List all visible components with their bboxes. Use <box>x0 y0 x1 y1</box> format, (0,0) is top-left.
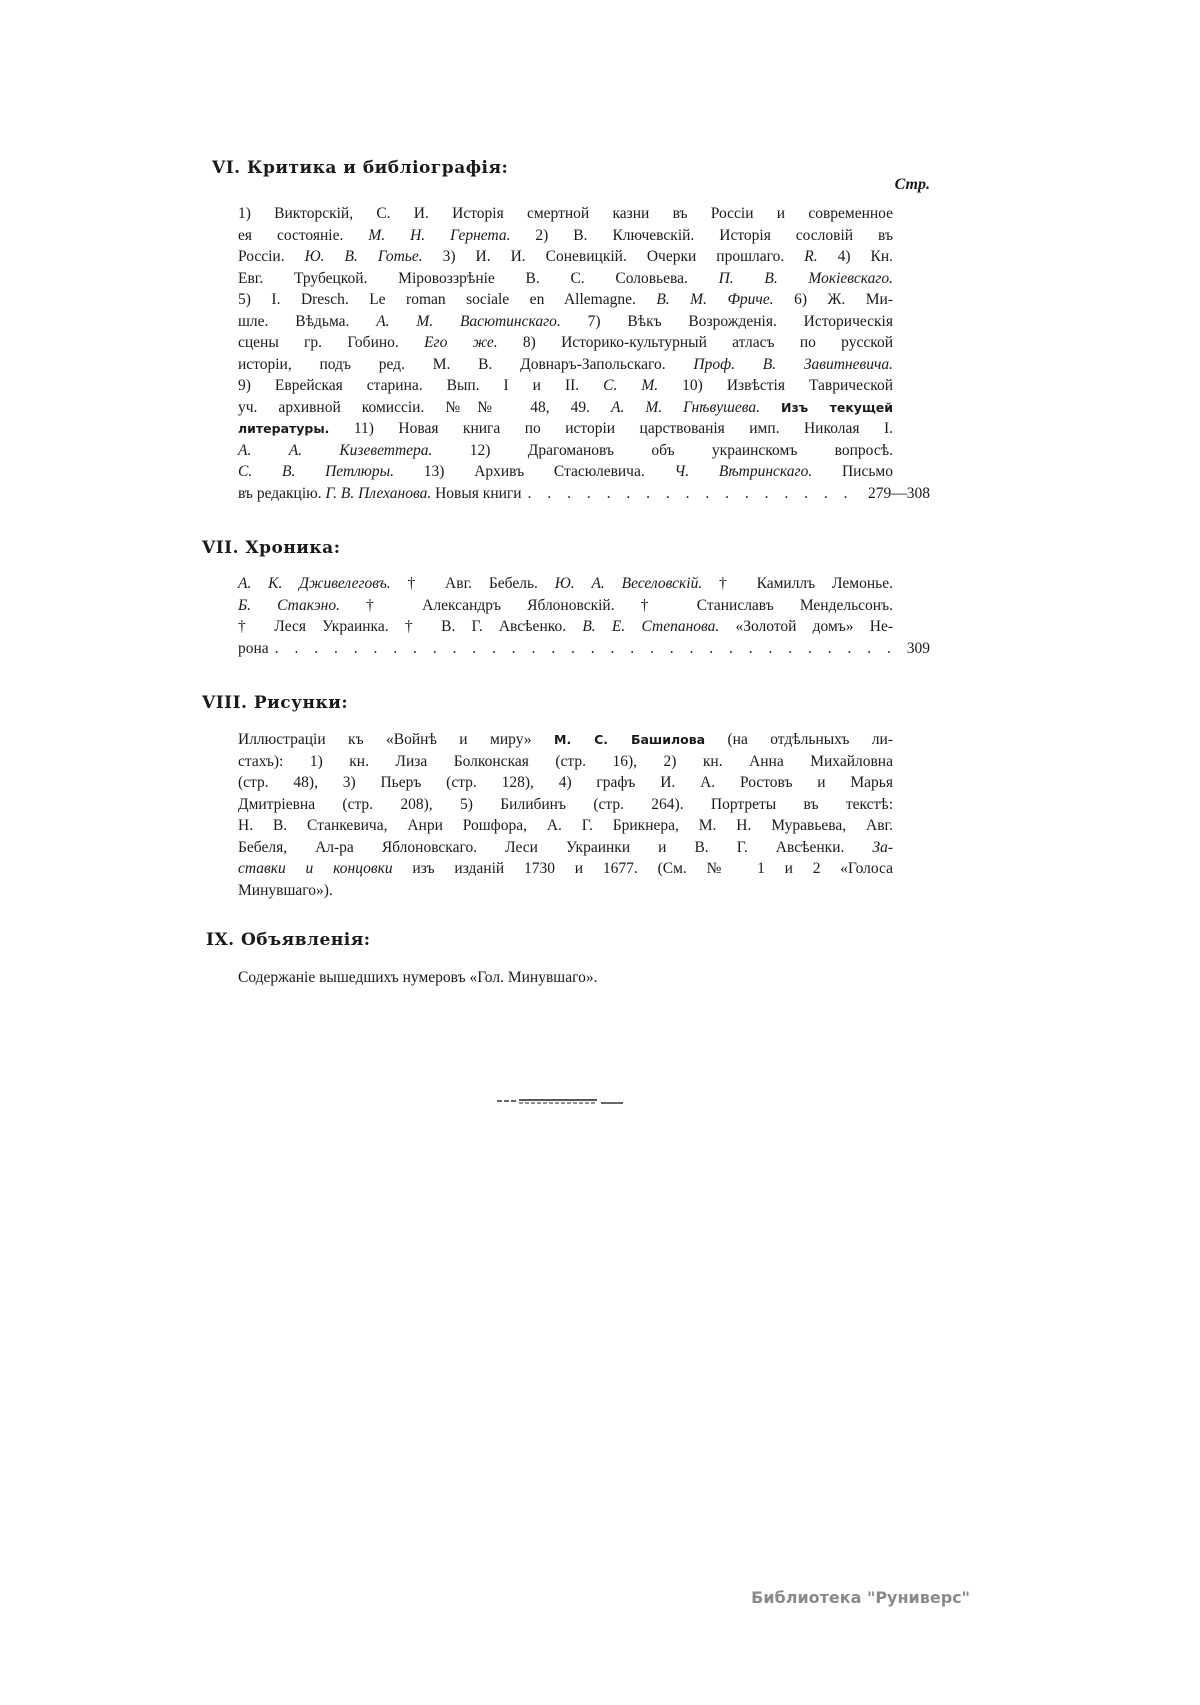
text-segment: сцены гр. Гобино. <box>238 334 425 351</box>
text-line <box>238 332 893 354</box>
bold-text: Изъ текущей <box>780 399 894 415</box>
author-name: ставки и концовки <box>238 860 393 877</box>
text-segment: Евг. Трубецкой. Міровоззрѣніе В. С. Соловьева. <box>238 269 719 287</box>
text-line <box>238 794 893 816</box>
text-segment: въ редакцію. <box>238 484 326 502</box>
text-segment: изъ изданій 1730 и 1677. (См. № 1 и 2 «Голоса <box>392 860 893 877</box>
text-segment: † Камиллъ Лемонье. <box>702 575 893 592</box>
page-range: 309 <box>906 639 930 657</box>
text-line <box>238 461 893 483</box>
leader-dots <box>528 483 862 505</box>
author-name: А. А. Кизеветтера. <box>238 441 433 459</box>
text-segment: 10) Извѣстія Таврической <box>658 377 894 394</box>
text-segment: Письмо <box>812 463 893 480</box>
text-line <box>238 225 893 247</box>
text-line <box>238 203 893 225</box>
line-text <box>238 638 269 660</box>
end-ornament <box>497 1098 623 1104</box>
text-segment: 9) Еврейская старина. Вып. I и II. <box>238 377 604 394</box>
author-name: Ю. В. Готье. <box>304 248 423 265</box>
text-segment: 2) В. Ключевскій. Исторія сословій въ <box>510 226 893 244</box>
text-segment: Бебеля, Ал-ра Яблоновскаго. Леси Украинки и В. Г. Авсѣенки. <box>238 838 873 856</box>
text-segment: 3) И. И. Соневицкій. Очерки прошлаго. <box>422 248 805 265</box>
text-line <box>238 397 893 419</box>
text-line <box>238 418 893 440</box>
text-segment: (стр. 48), 3) Пьеръ (стр. 128), 4) графъ И. А. Ростовъ и Марья <box>238 774 893 791</box>
author-name: В. Е. Степанова. <box>582 618 720 635</box>
text-segment: Минувшаго»). <box>238 881 333 899</box>
text-line <box>238 354 893 376</box>
line-text <box>238 483 522 505</box>
author-name: А. М. Гнѣвушева. <box>610 398 760 416</box>
text-line <box>238 246 893 268</box>
text-segment: уч. архивной комиссіи. №№ 48, 49. <box>238 398 611 416</box>
text-segment: 6) Ж. Ми- <box>773 291 893 308</box>
text-line <box>238 616 893 638</box>
text-line <box>238 967 893 989</box>
text-segment: Иллюстраціи къ «Войнѣ и миру» <box>238 731 555 748</box>
author-name: А. М. Васютинскаго. <box>376 312 561 330</box>
text-segment: 7) Вѣкъ Возрожденія. Историческія <box>560 312 893 330</box>
text-line <box>238 837 893 859</box>
text-line <box>238 311 893 333</box>
author-name: П. В. Мокіевскаго. <box>718 269 893 287</box>
text-line <box>238 440 893 462</box>
author-name: R. <box>804 248 818 265</box>
text-segment: 4) Кн. <box>817 248 894 265</box>
text-line <box>238 858 893 880</box>
author-name: Б. Стакэно. <box>238 596 340 614</box>
section-heading-vii: VII. Хроника: <box>202 538 341 558</box>
page-range: 279—308 <box>868 484 930 502</box>
author-name: Г. В. Плеханова. <box>325 484 432 502</box>
author-name: Его же. <box>424 334 498 351</box>
section-vi-body <box>238 203 930 504</box>
section-heading-vi: VI. Критика и библіографія: <box>212 158 509 178</box>
text-segment: исторіи, подъ ред. М. В. Довнаръ-Запольскаго. <box>238 355 694 373</box>
section-heading-viii: VIII. Рисунки: <box>202 693 349 713</box>
bold-text: литературы. <box>238 421 330 436</box>
text-segment: Содержаніе вышедшихъ нумеровъ «Гол. Минувшаго». <box>238 969 598 986</box>
text-segment: 13) Архивъ Стасюлевича. <box>393 463 675 480</box>
text-line <box>238 375 893 397</box>
author-name: Ю. А. Веселовскій. <box>554 575 703 592</box>
text-segment: † Авг. Бебель. <box>390 575 555 592</box>
text-segment: Россіи. <box>238 248 305 265</box>
author-name: Ч. Вѣтринскаго. <box>674 463 813 480</box>
text-line <box>238 751 893 773</box>
library-watermark: Библиотека "Руниверс" <box>751 1588 970 1607</box>
section-vii-body <box>238 573 930 659</box>
author-name: С. М. <box>603 377 659 394</box>
text-segment: Дмитріевна (стр. 208), 5) Билибинъ (стр. 264). Портреты въ текстѣ: <box>238 795 893 813</box>
author-name: А. К. Дживелеговъ. <box>238 575 391 592</box>
text-line <box>238 483 930 505</box>
text-segment: 1) Викторскій, С. И. Исторія смертной казни въ Россіи и современное <box>238 205 893 222</box>
author-name: За- <box>872 838 893 856</box>
text-segment: «Золотой домъ» Не- <box>719 618 894 635</box>
text-segment: 11) Новая книга по исторіи царствованія имп. Николая I. <box>329 420 893 437</box>
text-segment: (на отдѣльныхъ ли- <box>705 731 893 748</box>
text-segment: Н. В. Станкевича, Анри Рошфора, А. Г. Брикнера, М. Н. Муравьева, Авг. <box>238 817 893 834</box>
text-line <box>238 729 893 751</box>
section-heading-ix: IX. Объявленія: <box>206 930 371 950</box>
text-line <box>238 573 893 595</box>
text-segment: 8) Историко-культурный атласъ по русской <box>497 334 894 351</box>
text-segment: стахъ): 1) кн. Лиза Болконская (стр. 16), 2) кн. Анна Михайловна <box>238 752 893 770</box>
section-ix-body <box>238 967 893 989</box>
text-segment: ея состояніе. <box>238 226 369 244</box>
text-segment: 12) Драгомановъ объ украинскомъ вопросѣ. <box>432 441 893 459</box>
text-line <box>238 772 893 794</box>
text-segment <box>760 399 781 416</box>
text-segment: † Леся Украинка. † В. Г. Авсѣенко. <box>238 618 583 635</box>
text-line <box>238 289 893 311</box>
page-column-label: Стр. <box>894 176 930 193</box>
text-line <box>238 268 893 290</box>
text-segment: Новыя книги <box>431 484 522 502</box>
author-name: М. Н. Гернета. <box>368 226 511 244</box>
text-segment: † Александръ Яблоновскій. † Станиславъ Мендельсонъ. <box>340 596 893 614</box>
text-line <box>238 880 893 902</box>
text-segment: рона <box>238 639 269 657</box>
author-name: Проф. В. Завитневича. <box>693 355 893 373</box>
bold-text: М. С. Башилова <box>554 732 706 747</box>
text-line <box>238 595 893 617</box>
text-line <box>238 815 893 837</box>
section-viii-body <box>238 729 893 901</box>
text-segment: шле. Вѣдьма. <box>238 312 377 330</box>
leader-dots <box>275 638 901 660</box>
author-name: С. В. Петлюры. <box>238 463 394 480</box>
author-name: В. М. Фриче. <box>656 291 774 308</box>
text-segment: 5) I. Dresch. Le roman sociale en Allemagne. <box>238 291 657 308</box>
text-line <box>238 638 930 660</box>
